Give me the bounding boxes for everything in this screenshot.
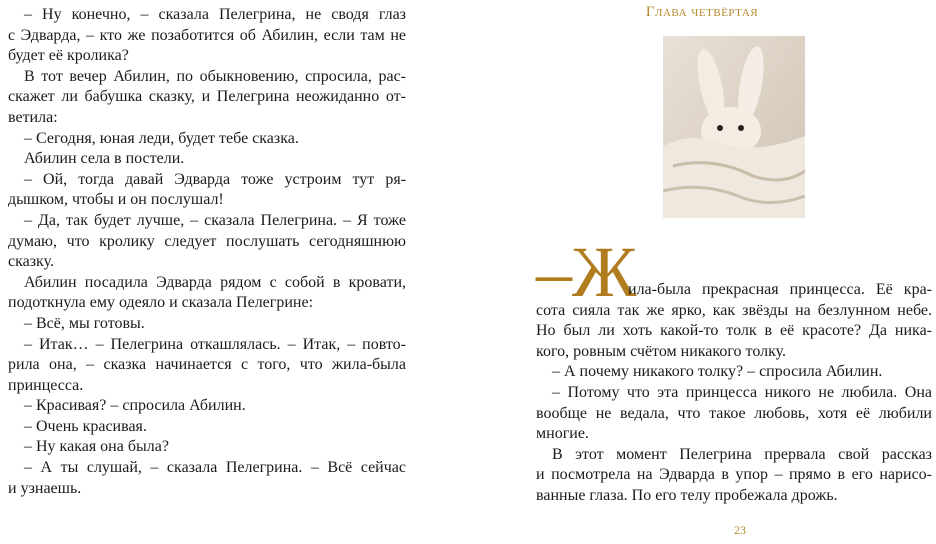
text-line: сота сияла так же ярко, как звёзды на безлунном небе. (536, 301, 932, 319)
text-line: Абилин посадила Эдварда рядом с собой в кровати, (24, 273, 406, 291)
text-line: скажет ли бабушка сказку, и Пелегрина неожиданно от- (8, 88, 406, 106)
chapter-title: Глава четвёртая (645, 4, 759, 20)
text-line: будет её кролика? (8, 47, 129, 65)
text-line: – Ну конечно, – сказала Пелегрина, не сводя глаз (24, 6, 406, 23)
text-line: ветила: (8, 108, 58, 126)
text-line: многие. (536, 425, 589, 443)
text-line: думаю, что кролику следует послушать сегодняшнюю (8, 232, 406, 250)
page-number: 23 (734, 523, 746, 537)
text-line: ила-была прекрасная принцесса. Её кра- (628, 281, 932, 298)
text-line: и узнаешь. (8, 479, 82, 497)
text-line: с Эдварда, – кто же позаботится об Абилин, если там не (8, 26, 406, 44)
text-line: – А ты слушай, – сказала Пелегрина. – Всё сейчас (24, 459, 406, 477)
text-line: рила она, – сказка начинается с того, что жила-была (8, 356, 406, 374)
text-line: и посмотрела на Эдварда в упор – прямо в его нарисо- (536, 466, 932, 484)
text-line: вообще не ведала, что такое любовь, хотя её любили (536, 404, 932, 422)
text-line: – Потому что эта принцесса никого не любила. Она (552, 383, 932, 401)
text-line: – Всё, мы готовы. (24, 314, 145, 332)
text-line: В этот момент Пелегрина прервала свой рассказ (552, 445, 932, 463)
text-line: – Красивая? – спросила Абилин. (24, 397, 246, 415)
text-line: – Очень красивая. (24, 417, 147, 435)
text-line: – Ну какая она была? (24, 438, 169, 456)
text-line: – Ой, тогда давай Эдварда тоже устроим тут ря- (24, 170, 406, 188)
text-line: – Сегодня, юная леди, будет тебе сказка. (24, 129, 299, 147)
text-line: сказку. (8, 253, 54, 271)
text-line: – Итак… – Пелегрина откашлялась. – Итак, – повто- (24, 335, 406, 353)
text-line: кого, ровным счётом никакого толку. (536, 342, 787, 360)
text-line: – А почему никакого толку? – спросила Абилин. (552, 363, 883, 381)
left-page-text (8, 5, 406, 499)
rabbit-illustration (663, 36, 805, 218)
text-line: – Да, так будет лучше, – сказала Пелегрина. – Я тоже (24, 211, 406, 229)
text-line: подоткнула ему одеяло и сказала Пелегрине: (8, 294, 314, 312)
text-line: Абилин села в постели. (24, 150, 185, 168)
text-line: Но был ли хоть какой-то толк в её красоте? Да ника- (536, 322, 932, 340)
text-line: принцесса. (8, 376, 84, 394)
right-page-text (536, 280, 932, 507)
text-line: дышком, чтобы и он послушал! (8, 191, 224, 209)
drop-cap: –Ж (536, 232, 637, 312)
text-line: В тот вечер Абилин, по обыкновению, спросила, рас- (24, 67, 406, 85)
text-line: ванные глаза. По его телу пробежала дрожь. (536, 486, 838, 504)
right-page (468, 0, 936, 544)
